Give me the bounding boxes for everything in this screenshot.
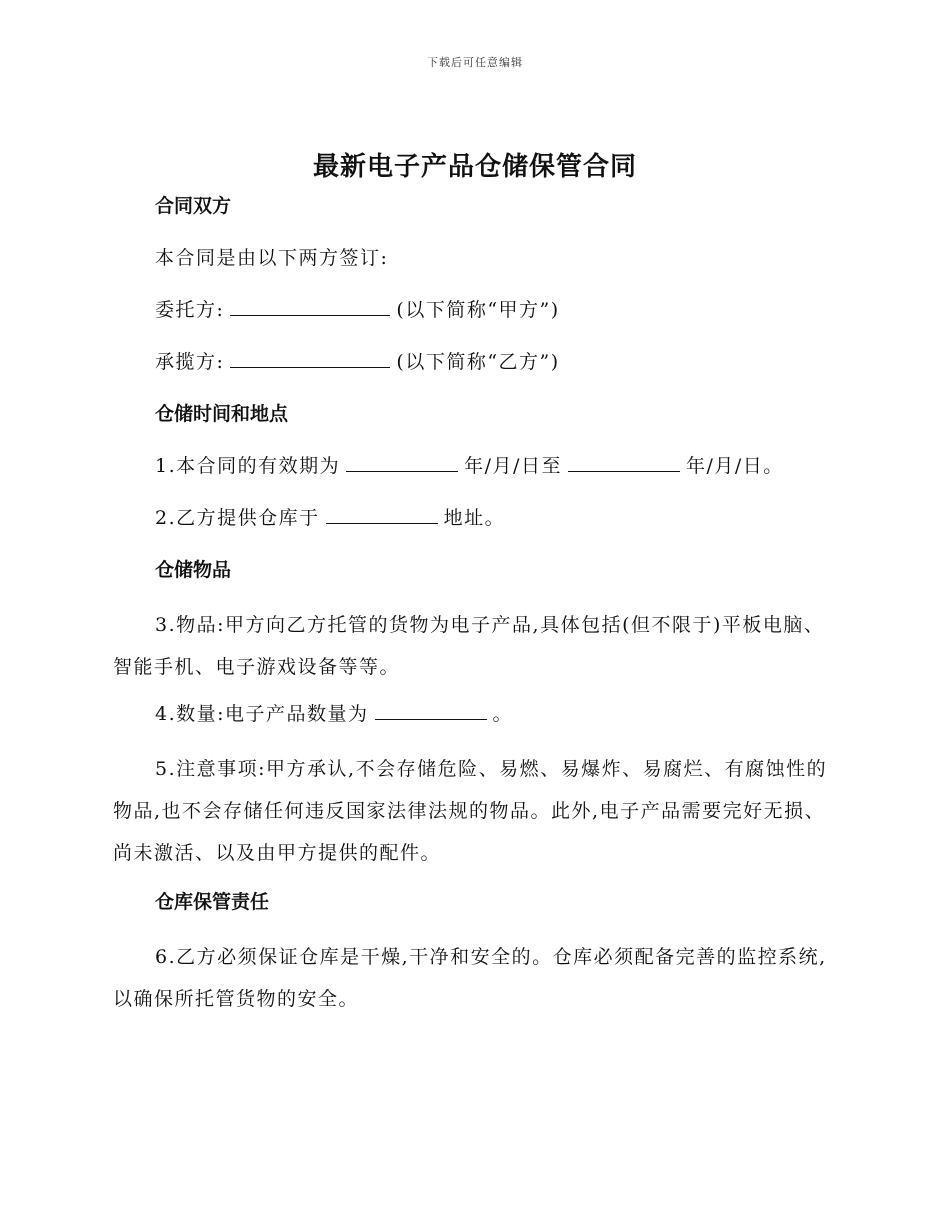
contractor-name-blank[interactable] <box>230 347 390 368</box>
item4-suffix: 。 <box>492 703 514 725</box>
quantity-blank[interactable] <box>375 699 487 720</box>
contractor-label: 承揽方: <box>155 351 225 373</box>
document-title: 最新电子产品仓储保管合同 <box>312 152 637 182</box>
item6-paragraph: 6.乙方必须保证仓库是干燥,干净和安全的。仓库必须配备完善的监控系统,以确保所托管货物的安全。 <box>113 946 827 1010</box>
item1-suffix: 年/月/日。 <box>685 455 784 477</box>
client-suffix: (以下简称“甲方”) <box>396 299 560 321</box>
item4-line <box>113 696 831 732</box>
section-heading-parties: 合同双方 <box>155 195 232 217</box>
parties-intro <box>113 240 831 276</box>
item2-prefix: 2.乙方提供仓库于 <box>155 507 320 529</box>
item1-prefix: 1.本合同的有效期为 <box>155 455 341 477</box>
start-date-blank[interactable] <box>346 451 458 472</box>
item3-paragraph: 3.物品:甲方向乙方托管的货物为电子产品,具体包括(但不限于)平板电脑、智能手机、电子游戏设备等等。 <box>113 614 825 678</box>
document-body <box>113 188 831 1020</box>
client-label: 委托方: <box>155 299 225 321</box>
client-name-blank[interactable] <box>230 295 390 316</box>
header-note: 下载后可任意编辑 <box>427 56 523 69</box>
item2-suffix: 地址。 <box>443 507 506 529</box>
parties-intro-text: 本合同是由以下两方签订: <box>155 247 389 269</box>
item5-paragraph: 5.注意事项:甲方承认,不会存储危险、易燃、易爆炸、易腐烂、有腐蚀性的物品,也不会存储任何违反国家法律法规的物品。此外,电子产品需要完好无损、尚未激活、以及由甲方提供的配件。 <box>113 758 828 864</box>
item4-prefix: 4.数量:电子产品数量为 <box>155 703 369 725</box>
item1-mid: 年/月/日至 <box>464 455 562 477</box>
contractor-suffix: (以下简称“乙方”) <box>396 351 560 373</box>
section-heading-time-place: 仓储时间和地点 <box>155 403 289 425</box>
section-heading-responsibility: 仓库保管责任 <box>155 891 270 913</box>
end-date-blank[interactable] <box>568 451 680 472</box>
section-heading-goods: 仓储物品 <box>155 559 232 581</box>
client-line <box>113 292 831 328</box>
warehouse-address-blank[interactable] <box>326 503 438 524</box>
contractor-line <box>113 344 831 380</box>
item2-line <box>113 500 831 536</box>
item1-line <box>113 448 831 484</box>
